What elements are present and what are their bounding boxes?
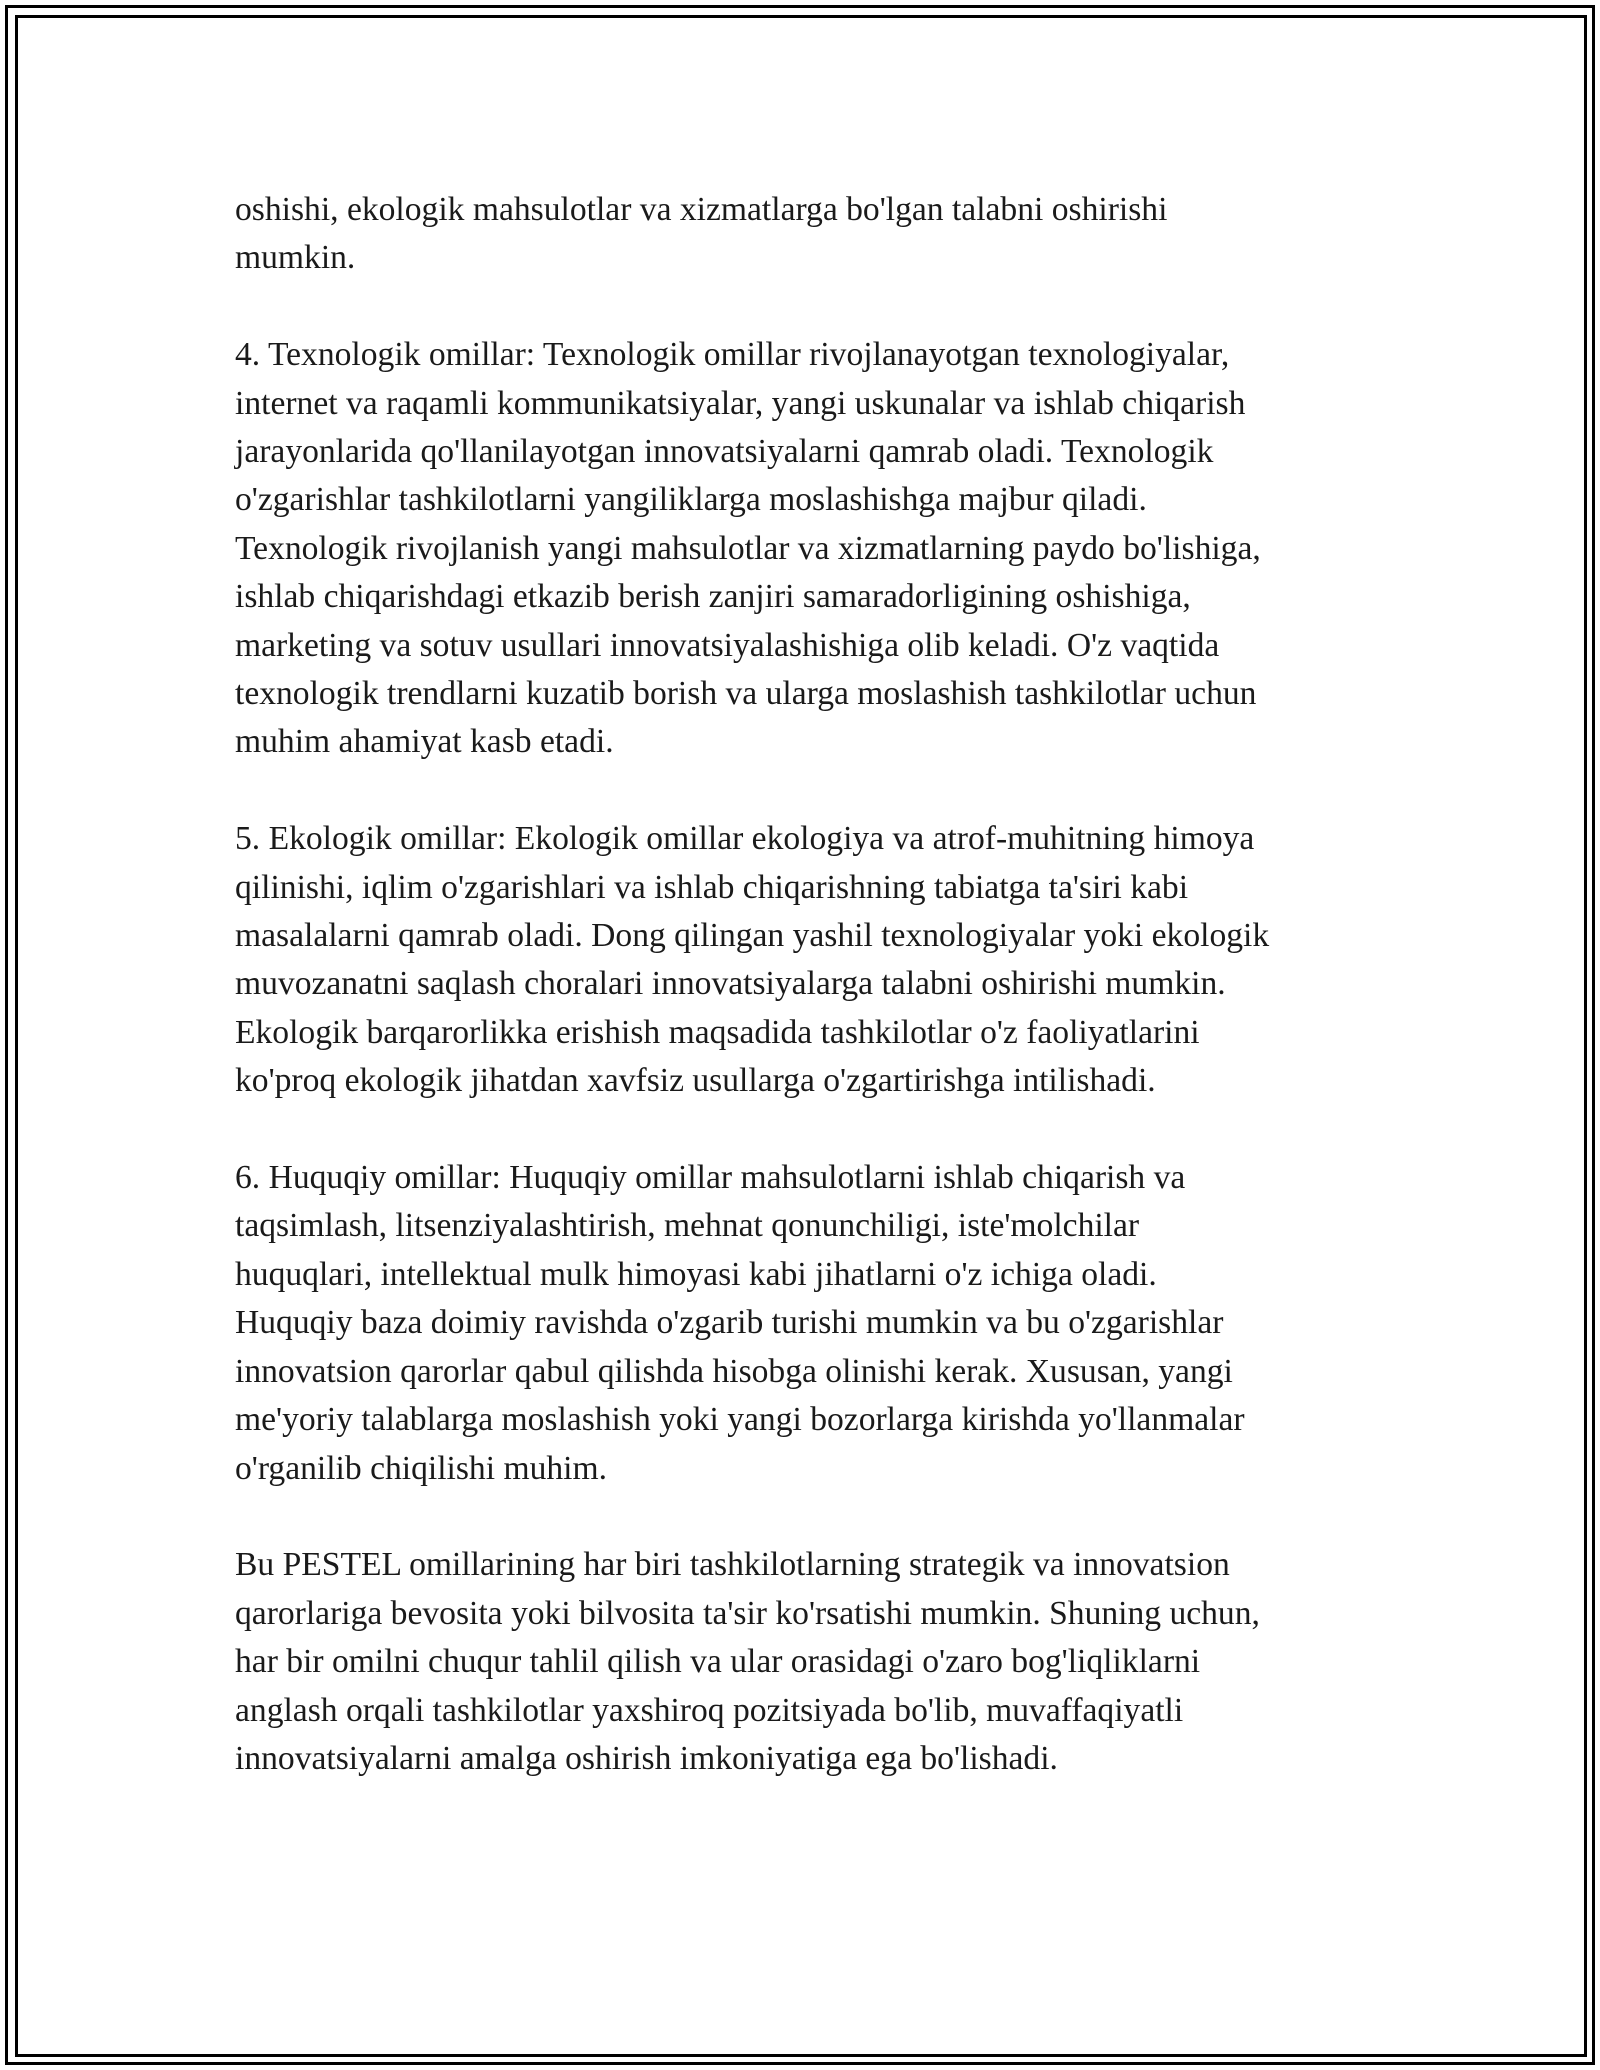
text-line: Ekologik barqarorlikka erishish maqsadida tashkilotlar o'z faoliyatlarini xyxy=(235,1013,1200,1051)
paragraph-continuation xyxy=(235,186,1385,283)
text-line: me'yoriy talablarga moslashish yoki yangi bozorlarga kirishda yo'llanmalar xyxy=(235,1401,1245,1439)
text-line: anglash orqali tashkilotlar yaxshiroq pozitsiyada bo'lib, muvaffaqiyatli xyxy=(235,1691,1184,1729)
text-line: internet va raqamli kommunikatsiyalar, yangi uskunalar va ishlab chiqarish xyxy=(235,384,1246,422)
text-line: taqsimlash, litsenziyalashtirish, mehnat qonunchiligi, iste'molchilar xyxy=(235,1207,1140,1245)
text-line: marketing va sotuv usullari innovatsiyalashishiga olib keladi. O'z vaqtida xyxy=(235,626,1220,664)
text-line: qarorlariga bevosita yoki bilvosita ta'sir ko'rsatishi mumkin. Shuning uchun, xyxy=(235,1594,1260,1632)
text-line: qilinishi, iqlim o'zgarishlari va ishlab chiqarishning tabiatga ta'siri kabi xyxy=(235,868,1189,906)
text-line: o'rganilib chiqilishi muhim. xyxy=(235,1449,607,1487)
text-line: 6. Huquqiy omillar: Huquqiy omillar mahsulotlarni ishlab chiqarish va xyxy=(235,1159,1186,1197)
text-line: huquqlari, intellektual mulk himoyasi kabi jihatlarni o'z ichiga oladi. xyxy=(235,1255,1157,1293)
text-line: mumkin. xyxy=(235,239,356,277)
paragraph-ecological-factors xyxy=(235,815,1385,1105)
text-line: oshishi, ekologik mahsulotlar va xizmatlarga bo'lgan talabni oshirishi xyxy=(235,191,1168,228)
text-line: Bu PESTEL omillarining har biri tashkilotlarning strategik va innovatsion xyxy=(235,1546,1230,1584)
text-line: Huquqiy baza doimiy ravishda o'zgarib turishi mumkin va bu o'zgarishlar xyxy=(235,1304,1224,1342)
document-body xyxy=(235,186,1385,1832)
paragraph-legal-factors xyxy=(235,1154,1385,1493)
text-line: 4. Texnologik omillar: Texnologik omillar rivojlanayotgan texnologiyalar, xyxy=(235,336,1230,374)
text-line: innovatsiyalarni amalga oshirish imkoniyatiga ega bo'lishadi. xyxy=(235,1739,1058,1777)
text-line: innovatsion qarorlar qabul qilishda hisobga olinishi kerak. Xususan, yangi xyxy=(235,1352,1233,1390)
paragraph-technological-factors xyxy=(235,331,1385,767)
text-line: texnologik trendlarni kuzatib borish va ularga moslashish tashkilotlar uchun xyxy=(235,675,1257,713)
text-line: muvozanatni saqlash choralari innovatsiyalarga talabni oshirishi mumkin. xyxy=(235,965,1226,1003)
text-line: o'zgarishlar tashkilotlarni yangiliklarga moslashishga majbur qiladi. xyxy=(235,481,1147,519)
text-line: ishlab chiqarishdagi etkazib berish zanjiri samaradorligining oshishiga, xyxy=(235,578,1191,616)
text-line: har bir omilni chuqur tahlil qilish va ular orasidagi o'zaro bog'liqliklarni xyxy=(235,1643,1201,1681)
text-line: muhim ahamiyat kasb etadi. xyxy=(235,723,614,761)
text-line: masalalarni qamrab oladi. Dong qilingan yashil texnologiyalar yoki ekologik xyxy=(235,917,1270,955)
text-line: 5. Ekologik omillar: Ekologik omillar ekologiya va atrof-muhitning himoya xyxy=(235,820,1255,858)
paragraph-conclusion xyxy=(235,1541,1385,1783)
text-line: ko'proq ekologik jihatdan xavfsiz usullarga o'zgartirishga intilishadi. xyxy=(235,1062,1156,1100)
text-line: Texnologik rivojlanish yangi mahsulotlar va xizmatlarning paydo bo'lishiga, xyxy=(235,529,1261,567)
text-line: jarayonlarida qo'llanilayotgan innovatsiyalarni qamrab oladi. Texnologik xyxy=(235,433,1214,471)
